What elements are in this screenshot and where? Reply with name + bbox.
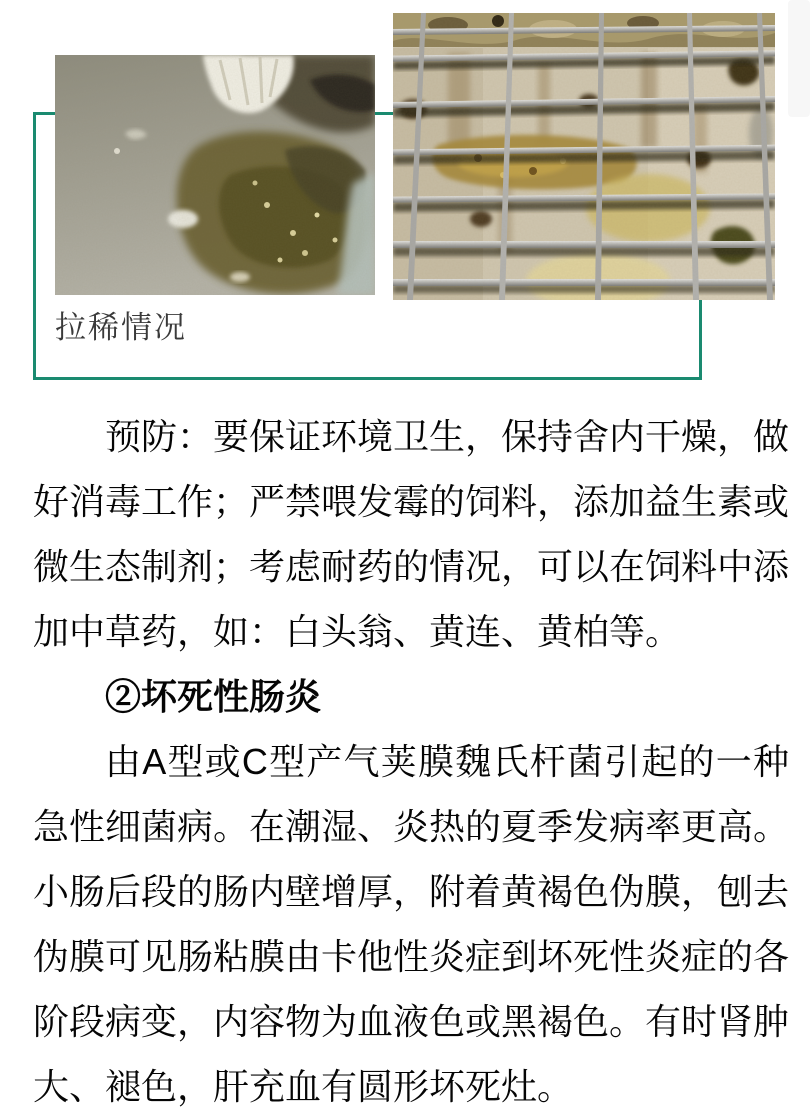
photo-caption: 拉稀情况 <box>55 310 187 345</box>
diarrhea-photo[interactable] <box>55 55 375 295</box>
necrotic-enteritis-heading: ②坏死性肠炎 <box>105 676 322 717</box>
figure-area <box>0 0 810 410</box>
scrollbar-thumb[interactable] <box>788 0 810 117</box>
necrotic-enteritis-paragraph: 由A型或C型产气荚膜魏氏杆菌引起的一种急性细菌病。在潮湿、炎热的夏季发病率更高。小肠后段的肠内壁增厚，附着黄褐色伪膜，刨去伪膜可见肠粘膜由卡他性炎症到坏死性炎症的各阶段病变，内容物为血液色或黑褐色。有时肾肿大、褪色，肝充血有圆形坏死灶。 <box>33 741 790 1107</box>
article-body <box>0 404 810 1119</box>
mesh-floor-photo[interactable] <box>393 13 775 300</box>
prevention-paragraph: 预防：要保证环境卫生，保持舍内干燥，做好消毒工作；严禁喂发霉的饲料，添加益生素或微生态制剂；考虑耐药的情况，可以在饲料中添加中草药，如：白头翁、黄连、黄柏等。 <box>33 416 790 652</box>
mesh-floor-photo-image <box>393 13 775 300</box>
diarrhea-photo-image <box>55 55 375 295</box>
